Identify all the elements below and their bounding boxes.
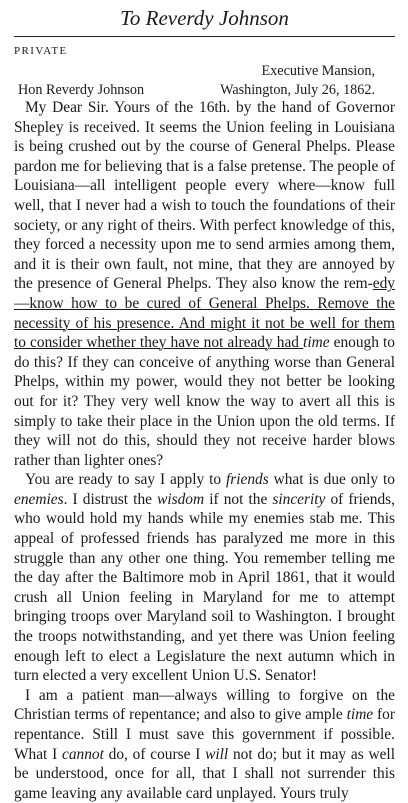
paragraph-3-part-b: for repentance. Still I must save this government if possible. What I	[14, 706, 395, 763]
paragraph-1-part-b-text: edy—know how to be cured of General Phelps. Remove the necessity of his presence. And might it not be well for them to consider whether they have not already had	[14, 275, 395, 352]
paragraph-2-part-d: if not the	[204, 490, 273, 508]
paragraph-2-part-b: what is due only to	[268, 471, 395, 489]
emphasis-time-2: time	[346, 706, 374, 724]
paragraph-3-part-d: not do; but it may as well be understood, once for all, that I shall not surrender this game leaving any available card unplayed. Yours truly	[14, 745, 395, 802]
paragraph-2	[14, 470, 395, 686]
emphasis-cannot: cannot	[62, 745, 104, 763]
paragraph-3	[14, 686, 395, 803]
emphasis-time: time	[303, 334, 330, 352]
letter-title: To Reverdy Johnson	[120, 6, 289, 30]
paragraph-3-part-a: I am a patient man—always willing to forgive on the Christian terms of repentance; and also to give ample	[14, 686, 395, 724]
paragraph-1	[14, 98, 395, 470]
date-line: Washington, July 26, 1862.	[220, 82, 375, 98]
emphasis-will: will	[205, 745, 229, 763]
private-label: PRIVATE	[14, 45, 68, 57]
emphasis-friends: friends	[225, 471, 269, 489]
emphasis-enemies: enemies	[14, 490, 64, 508]
emphasis-wisdom: wisdom	[157, 490, 205, 508]
paragraph-1-part-a: My Dear Sir. Yours of the 16th. by the hand of Governor Shepley is received. It seems the Union feeling in Louisiana is being crushed out by the course of General Phelps. Please pardon me for believing that is a false pretense. The people of Louisiana—all intelligent people every where—know full well, that I never had a wish to touch the foundations of their society, or any right of theirs. With perfect knowledge of this, they forced a necessity upon me to send armies among them, and it is their own fault, not mine, that they are annoyed by the presence of General Phelps. They also know the rem-	[14, 99, 395, 293]
title-rule	[14, 36, 395, 37]
paragraph-2-part-e: of friends, who would hold my hands while my enemies stab me. This appeal of professed friends has paralyzed me more in this struggle than any other one thing. You remember telling me the day after the Baltimore mob in April 1861, that it would crush all Union feeling in Maryland for me to attempt bringing troops over Maryland soil to Washington. I brought the troops notwithstanding, and yet there was Union feeling enough left to elect a Legislature the next autumn which in turn elected a very excellent Union U.S. Senator!	[14, 490, 395, 685]
emphasis-sincerity: sincerity	[272, 490, 326, 508]
location-line: Executive Mansion,	[261, 63, 375, 79]
paragraph-1-part-c: enough to do this? If they can conceive of anything worse than General Phelps, within my power, would they not better be looking out for it? They very well know the way to avert all this is simply to take their place in the Union upon the old terms. If they will not do this, should they not receive harder blows rather than lighter ones?	[14, 334, 395, 469]
addressee: Hon Reverdy Johnson	[18, 82, 145, 98]
letter-heading	[14, 58, 395, 98]
paragraph-3-part-c: do, of course I	[103, 745, 206, 763]
paragraph-2-part-a: You are ready to say I apply to	[25, 471, 226, 489]
letter-body	[14, 98, 395, 803]
paragraph-2-part-c: . I distrust the	[63, 490, 158, 508]
